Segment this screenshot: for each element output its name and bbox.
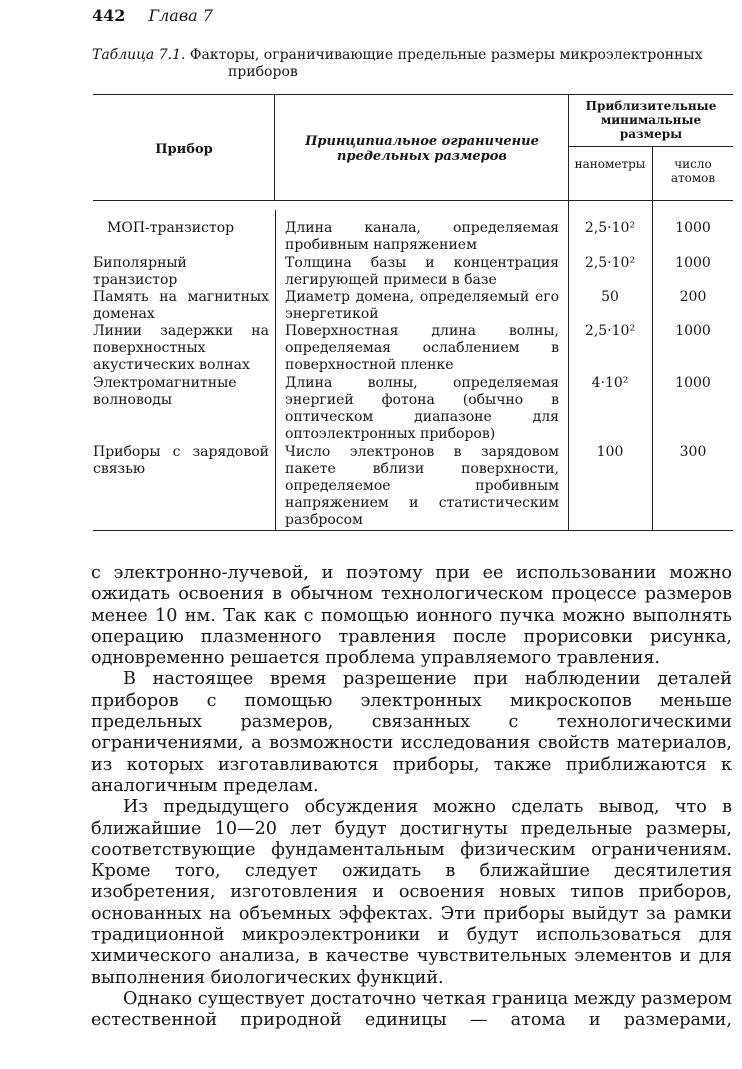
- header-approx-sizes: Приблизительные минимальные размеры: [585, 99, 717, 141]
- limit-cell: Диаметр домена, определяемый его энергетикой: [285, 289, 559, 322]
- page-number: 442: [92, 6, 126, 25]
- atoms-cell: 1000: [675, 220, 711, 236]
- table-bottom-rule: [93, 530, 733, 531]
- paragraph: В настоящее время разрешение при наблюдении деталей приборов с помощью электронных микроскопов меньше предельных размеров, связанных с технологическими ограничениями, а возможности исследования свойств материалов, из которых изготавливаются приборы, также приближаются к аналогичным пределам.: [91, 669, 732, 796]
- device-cell: Биполярный транзистор: [93, 255, 187, 288]
- nm-cell: 2,5·10²: [584, 220, 636, 236]
- atoms-cell: 300: [679, 444, 707, 460]
- nm-cell: 4·10²: [591, 375, 629, 391]
- table-caption-text-cont: приборов: [228, 64, 298, 80]
- chapter-title: Глава 7: [148, 6, 213, 25]
- header-atoms: число атомов: [670, 157, 716, 185]
- table-top-rule: [93, 94, 733, 95]
- limit-cell: Поверхностная длина волны, определяемая ослаблением в поверхностной пленке: [285, 323, 559, 373]
- device-cell: Память на магнитных доменах: [93, 289, 269, 322]
- page-header: [92, 6, 213, 25]
- device-cell: Линии задержки на поверхностных акустических волнах: [93, 323, 269, 373]
- header-nanometers: нанометры: [574, 157, 646, 171]
- device-cell: Электромагнитные волноводы: [93, 375, 237, 408]
- table-caption: [92, 47, 732, 81]
- limits-table: [93, 94, 733, 531]
- paragraph: с электронно-лучевой, и поэтому при ее использовании можно ожидать освоения в обычном технологическом процессе размеров менее 10 нм. Так как с помощью ионного пучка можно выполнять операцию плазменного травления после прорисовки рисунка, одновременно решается проблема управляемого травления.: [91, 563, 732, 669]
- header-limit: Принципиальное ограничение предельных размеров: [305, 134, 539, 164]
- table-subheader-rule: [568, 146, 733, 147]
- atoms-cell: 200: [679, 289, 707, 305]
- table-header-rule: [93, 200, 733, 201]
- atoms-cell: 1000: [675, 323, 711, 339]
- atoms-cell: 1000: [675, 375, 711, 391]
- paragraph: Однако существует достаточно четкая граница между размером естественной природной единицы — атома и размерами,: [91, 988, 732, 1031]
- limit-cell: Длина канала, определяемая пробивным напряжением: [285, 220, 559, 253]
- paragraph: Из предыдущего обсуждения можно сделать вывод, что в ближайшие 10—20 лет будут достигнуты предельные размеры, соответствующие фундаментальным физическим ограничениям. Кроме того, следует ожидать в ближайшие десятилетия изобретения, изготовления и освоения новых типов приборов, основанных на объемных эффектах. Эти приборы выйдут за рамки традиционной микроэлектроники и будут использоваться для химического анализа, в качестве чувствительных элементов и для выполнения биологических функций.: [91, 797, 732, 988]
- device-cell: МОП-транзистор: [107, 220, 235, 236]
- limit-cell: Число электронов в зарядовом пакете вблизи поверхности, определяемое пробивным напряжением и статистическим разбросом: [285, 444, 559, 528]
- device-cell: Приборы с зарядовой связью: [93, 444, 269, 477]
- table-caption-text: Факторы, ограничивающие предельные размеры микроэлектронных: [189, 47, 703, 63]
- table-caption-label: Таблица 7.1.: [92, 47, 186, 63]
- limit-cell: Толщина базы и концентрация легирующей примеси в базе: [285, 255, 559, 288]
- limit-cell: Длина волны, определяемая энергией фотона (обычно в оптическом диапазоне для оптоэлектронных приборов): [285, 375, 559, 442]
- body-text: [91, 563, 732, 1032]
- header-device: Прибор: [155, 142, 213, 157]
- atoms-cell: 1000: [675, 255, 711, 271]
- nm-cell: 50: [601, 289, 619, 305]
- table-divider: [275, 210, 276, 530]
- nm-cell: 2,5·10²: [584, 255, 636, 271]
- nm-cell: 100: [596, 444, 624, 460]
- nm-cell: 2,5·10²: [584, 323, 636, 339]
